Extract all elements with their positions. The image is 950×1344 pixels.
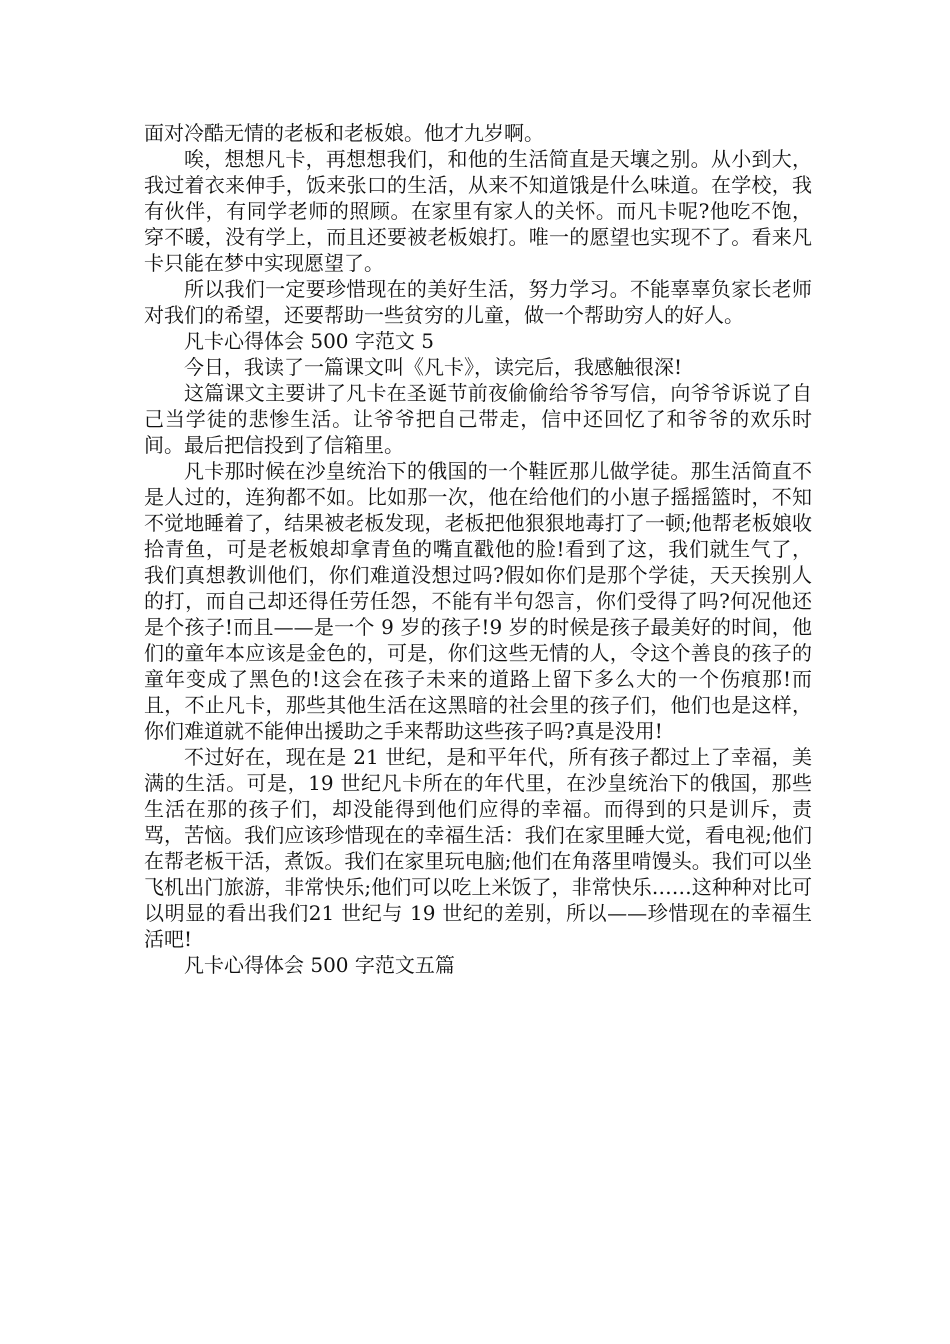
paragraph-3: 所以我们一定要珍惜现在的美好生活，努力学习。不能辜辜负家长老师对我们的希望，还要帮助一些贫穷的儿童，做一个帮助穷人的好人。 xyxy=(144,277,812,327)
paragraph-2: 唉，想想凡卡，再想想我们，和他的生活简直是天壤之别。从小到大，我过着衣来伸手，饭来张口的生活，从来不知道饿是什么味道。在学校，我有伙伴，有同学老师的照顾。在家里有家人的关怀。而凡卡呢?他吃不饱，穿不暖，没有学上，而且还要被老板娘打。唯一的愿望也实现不了。看来凡卡只能在梦中实现愿望了。 xyxy=(144,147,812,275)
paragraph-8: 不过好在，现在是 21 世纪，是和平年代，所有孩子都过上了幸福，美满的生活。可是，19 世纪凡卡所在的年代里，在沙皇统治下的俄国，那些生活在那的孩子们，却没能得到他们应得的幸福。而得到的只是训斥，责骂，苦恼。我们应该珍惜现在的幸福生活：我们在家里睡大觉，看电视;他们在帮老板干活，煮饭。我们在家里玩电脑;他们在角落里啃馒头。我们可以坐飞机出门旅游，非常快乐;他们可以吃上米饭了，非常快乐……这种种对比可以明显的看出我们21 世纪与 19 世纪的差别，所以——珍惜现在的幸福生活吧! xyxy=(144,745,812,951)
paragraph-5: 今日，我读了一篇课文叫《凡卡》，读完后，我感触很深! xyxy=(184,355,683,379)
section-heading-5: 凡卡心得体会 500 字范文 5 xyxy=(184,329,434,353)
document-body xyxy=(144,120,812,978)
paragraph-6: 这篇课文主要讲了凡卡在圣诞节前夜偷偷给爷爷写信，向爷爷诉说了自己当学徒的悲惨生活。让爷爷把自己带走，信中还回忆了和爷爷的欢乐时间。最后把信投到了信箱里。 xyxy=(144,381,812,457)
document-closing-title: 凡卡心得体会 500 字范文五篇 xyxy=(184,953,455,977)
paragraph-7: 凡卡那时候在沙皇统治下的俄国的一个鞋匠那儿做学徒。那生活简直不是人过的，连狗都不如。比如那一次，他在给他们的小崽子摇摇篮时，不知不觉地睡着了，结果被老板发现，老板把他狠狠地毒打了一顿;他帮老板娘收拾青鱼，可是老板娘却拿青鱼的嘴直戳他的脸!看到了这，我们就生气了，我们真想教训他们，你们难道没想过吗?假如你们是那个学徒，天天挨别人的打，而自己却还得任劳任怨，不能有半句怨言，你们受得了吗?何况他还是个孩子!而且——是一个 9 岁的孩子!9 岁的时候是孩子最美好的时间，他们的童年本应该是金色的，可是，你们这些无情的人，令这个善良的孩子的童年变成了黑色的!这会在孩子未来的道路上留下多么大的一个伤痕那!而且，不止凡卡，那些其他生活在这黑暗的社会里的孩子们，他们也是这样，你们难道就不能伸出援助之手来帮助这些孩子吗?真是没用! xyxy=(144,459,812,743)
paragraph-1: 面对冷酷无情的老板和老板娘。他才九岁啊。 xyxy=(144,121,544,145)
